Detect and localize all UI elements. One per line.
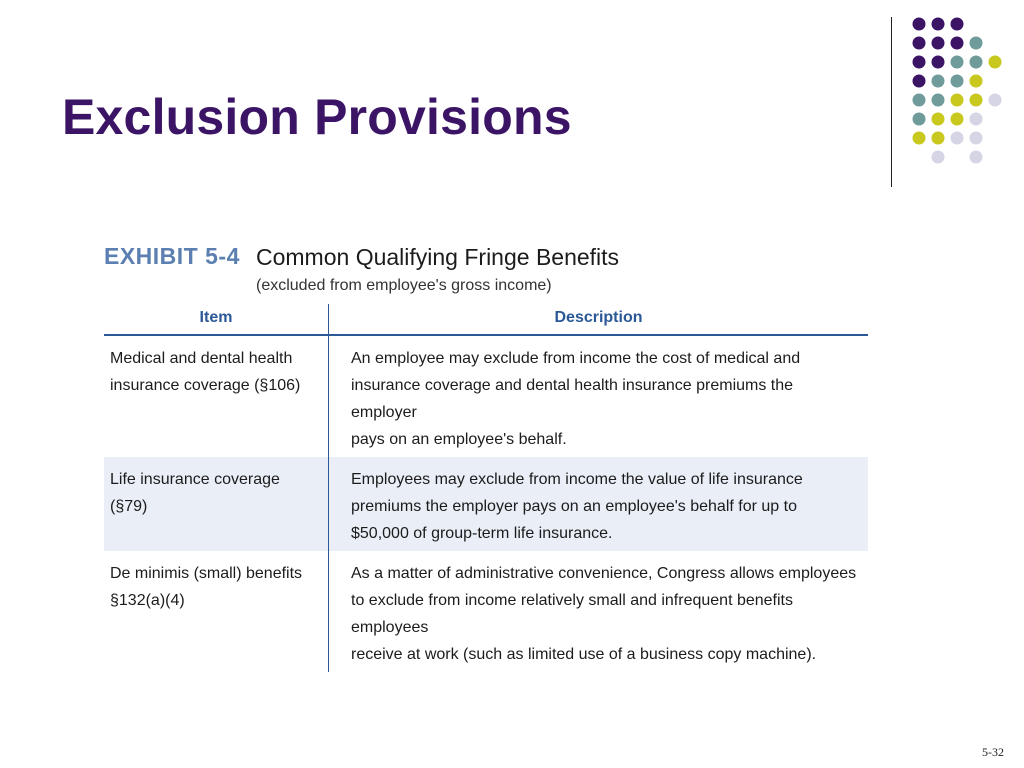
decorative-dot — [913, 132, 926, 145]
decorative-dot — [989, 56, 1002, 69]
cell-item — [104, 457, 329, 551]
page-number: 5-32 — [982, 745, 1004, 759]
decorative-dot — [970, 94, 983, 107]
exhibit-label: EXHIBIT 5-4 — [104, 243, 240, 269]
decorative-dot — [951, 132, 964, 145]
item-line: Life insurance coverage — [110, 471, 280, 488]
decorative-dot — [913, 18, 926, 31]
decorative-dot — [970, 113, 983, 126]
decorative-dot — [932, 18, 945, 31]
cell-description — [329, 457, 869, 551]
item-line: insurance coverage (§106) — [110, 377, 301, 394]
item-line: Medical and dental health — [110, 350, 293, 367]
description-line: premiums the employer pays on an employee's behalf for up to — [351, 498, 797, 515]
decorative-dot — [932, 75, 945, 88]
decorative-dot — [913, 37, 926, 50]
exhibit-header — [104, 243, 868, 296]
table-header-row — [104, 304, 868, 335]
decorative-dot — [951, 75, 964, 88]
exhibit-subtitle: (excluded from employee's gross income) — [256, 277, 552, 294]
item-line: De minimis (small) benefits — [110, 565, 303, 582]
decorative-dot — [932, 37, 945, 50]
table-row — [104, 551, 868, 672]
decorative-dot — [951, 37, 964, 50]
exhibit-title: Common Qualifying Fringe Benefits — [256, 244, 620, 270]
decorative-divider-line — [891, 17, 892, 187]
decorative-dot — [951, 18, 964, 31]
description-line: $50,000 of group-term life insurance. — [351, 525, 613, 542]
decorative-dot — [913, 113, 926, 126]
decorative-dot — [970, 75, 983, 88]
exhibit-titles — [256, 243, 619, 296]
decorative-dot — [932, 151, 945, 164]
table-body — [104, 335, 868, 672]
decorative-dot — [932, 56, 945, 69]
slide-title: Exclusion Provisions — [62, 89, 572, 145]
decorative-dot — [970, 151, 983, 164]
description-line: receive at work (such as limited use of a business copy machine). — [351, 646, 817, 663]
description-line: Employees may exclude from income the value of life insurance — [351, 471, 803, 488]
column-header-description: Description — [329, 304, 869, 335]
decorative-dot — [951, 56, 964, 69]
decorative-dot — [913, 56, 926, 69]
description-line: As a matter of administrative convenience, Congress allows employees — [351, 565, 857, 582]
decorative-dot — [989, 94, 1002, 107]
item-line: §132(a)(4) — [110, 592, 185, 609]
description-line: pays on an employee's behalf. — [351, 431, 567, 448]
decorative-dot — [932, 113, 945, 126]
table-row — [104, 335, 868, 457]
description-line: to exclude from income relatively small and infrequent benefits employees — [351, 592, 793, 636]
decorative-dot — [932, 94, 945, 107]
decorative-dot — [970, 37, 983, 50]
cell-description — [329, 335, 869, 457]
exhibit-figure — [104, 243, 868, 672]
cell-item — [104, 551, 329, 672]
decorative-dot — [951, 113, 964, 126]
column-header-item: Item — [104, 304, 329, 335]
description-line: An employee may exclude from income the cost of medical and — [351, 350, 801, 367]
decorative-dot — [932, 132, 945, 145]
decorative-dot — [970, 132, 983, 145]
decorative-dot — [951, 94, 964, 107]
fringe-benefits-table — [104, 304, 868, 672]
cell-description — [329, 551, 869, 672]
decorative-dot — [913, 94, 926, 107]
item-line: (§79) — [110, 498, 148, 515]
decorative-dot — [913, 75, 926, 88]
table-row — [104, 457, 868, 551]
decorative-dot — [970, 56, 983, 69]
description-line: insurance coverage and dental health insurance premiums the employer — [351, 377, 794, 421]
cell-item — [104, 335, 329, 457]
